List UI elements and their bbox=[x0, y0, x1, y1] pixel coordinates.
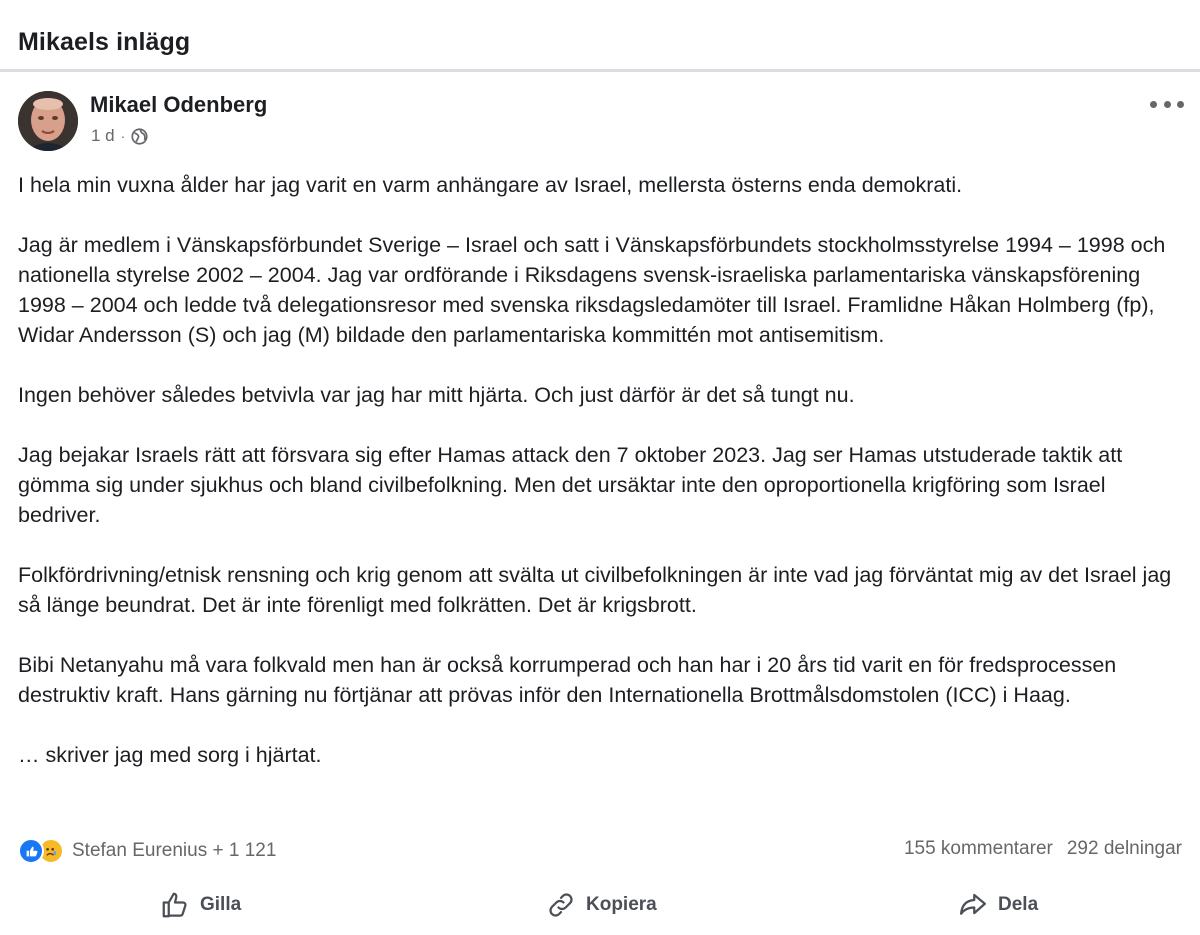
reactions-text: Stefan Eurenius + 1 121 bbox=[72, 840, 277, 861]
post-paragraph: Ingen behöver således betvivla var jag har mitt hjärta. Och just därför är det så tungt nu. bbox=[18, 383, 855, 407]
author-name[interactable]: Mikael Odenberg bbox=[90, 92, 268, 117]
post-paragraph: Jag är medlem i Vänskapsförbundet Sverige – Israel och satt i Vänskapsförbundets stockholmsstyrelse 1994 – 1998 och nationella styrelse 2002 – 2004. Jag var ordförande i Riksdagens svensk-israeliska parlamentariska vänskapsförening 1998 – 2004 och ledde två delegationsresor med svenska riksdagsledamöter till Israel. Framlidne Håkan Holmberg (fp), Widar Andersson (S) och jag (M) bildade den parlamentariska kommittén mot antisemitism. bbox=[18, 233, 1166, 347]
shares-count[interactable]: 292 delningar bbox=[1066, 838, 1182, 859]
top-bar bbox=[0, 0, 1200, 72]
page-title: Mikaels inlägg bbox=[18, 28, 191, 56]
post-body bbox=[18, 170, 1188, 770]
post-paragraph: Bibi Netanyahu må vara folkvald men han är också korrumperad och han har i 20 års tid varit en för fredsprocessen destruktiv kraft. Hans gärning nu förtjänar att prövas inför den Internationella Brottmålsdomstolen (ICC) i Haag. bbox=[18, 653, 1117, 707]
like-label: Gilla bbox=[200, 894, 242, 915]
post-time[interactable]: 1 d bbox=[91, 126, 115, 145]
post-paragraph: Folkfördrivning/etnisk rensning och krig genom att svälta ut civilbefolkningen är inte vad jag förväntat mig av det Israel jag så länge beundrat. Det är inte förenligt med folkrätten. Det är krigsbrott. bbox=[18, 563, 1172, 617]
thumbs-up-icon bbox=[160, 890, 190, 920]
share-button[interactable] bbox=[958, 890, 1038, 920]
post-paragraph: … skriver jag med sorg i hjärtat. bbox=[18, 743, 322, 767]
post-paragraph: I hela min vuxna ålder har jag varit en varm anhängare av Israel, mellersta österns enda demokrati. bbox=[18, 173, 963, 197]
engagement-counts bbox=[904, 838, 1182, 860]
like-reaction-icon bbox=[18, 838, 44, 864]
avatar-image bbox=[18, 91, 78, 151]
post-stats bbox=[0, 836, 1200, 866]
copy-button[interactable] bbox=[546, 890, 657, 920]
copy-label: Kopiera bbox=[586, 894, 657, 915]
meta-separator: · bbox=[120, 128, 126, 144]
post-paragraph: Jag bejakar Israels rätt att försvara sig efter Hamas attack den 7 oktober 2023. Jag ser Hamas utstuderade taktik att gömma sig under sjukhus och bland civilbefolkning. Men det ursäktar inte den oproportionella krigföring som Israel bedriver. bbox=[18, 443, 1123, 527]
more-options-icon[interactable] bbox=[1150, 92, 1184, 116]
avatar[interactable] bbox=[18, 91, 78, 151]
like-button[interactable] bbox=[160, 890, 241, 920]
share-label: Dela bbox=[998, 894, 1039, 915]
share-arrow-icon bbox=[958, 890, 988, 920]
post-meta bbox=[91, 126, 148, 146]
action-bar bbox=[0, 880, 1200, 935]
reactions-summary[interactable] bbox=[18, 838, 276, 864]
comments-count[interactable]: 155 kommentarer bbox=[903, 838, 1053, 859]
globe-icon bbox=[131, 128, 148, 145]
link-icon bbox=[546, 890, 576, 920]
reaction-icons bbox=[18, 838, 66, 864]
post-header bbox=[0, 88, 1200, 154]
